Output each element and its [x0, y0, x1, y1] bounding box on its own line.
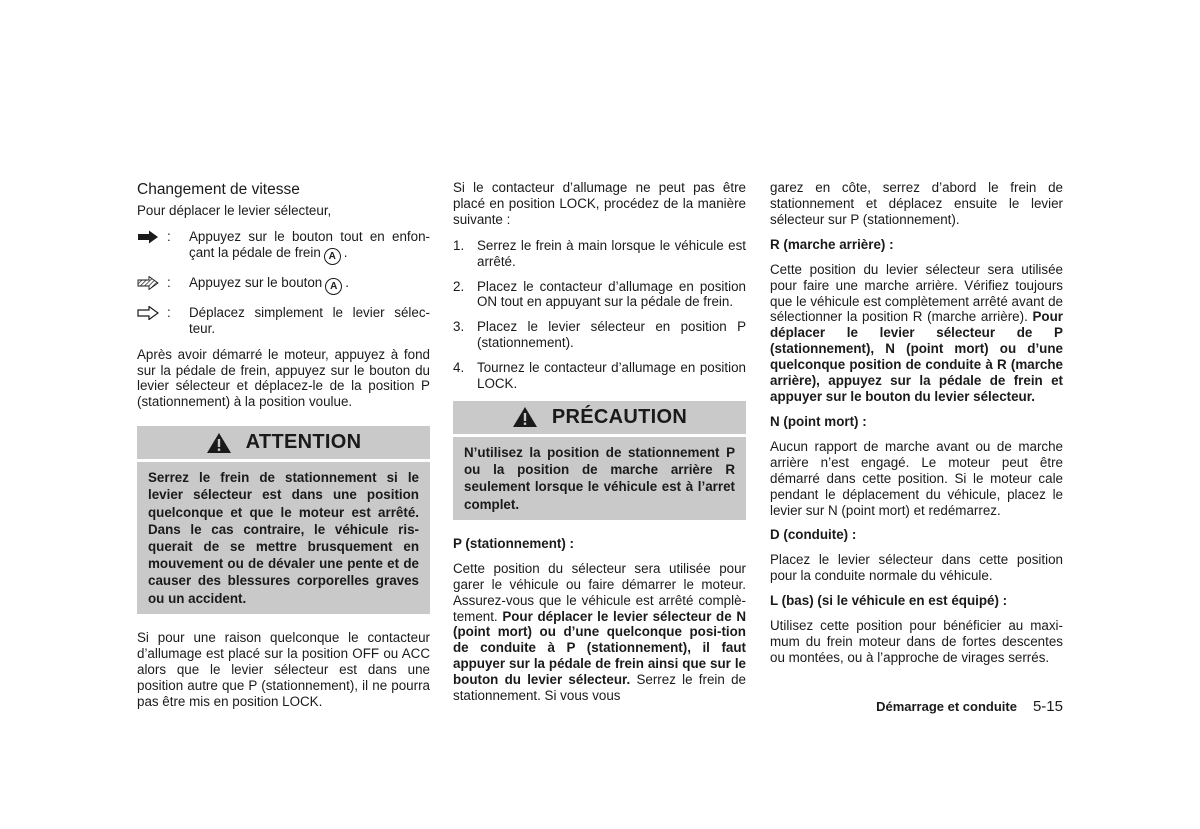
subheading: R (marche arrière) :: [770, 236, 894, 252]
precaution-title: PRÉCAUTION: [551, 405, 688, 428]
arrow-legend-text: Appuyez sur le bouton tout en enfon-çant la pédale de frein: [189, 228, 430, 260]
intro-text: Pour déplacer le levier sélecteur,: [137, 203, 332, 218]
column-1: [137, 180, 430, 709]
list-item: 2. Placez le contacteur d’allumage en position ON tout en appuyant sur la pédale de frein.: [453, 278, 746, 310]
list-item: 4. Tournez le contacteur d’allumage en position LOCK.: [453, 360, 746, 392]
paragraph: Après avoir démarré le moteur, appuyez à fond sur la pédale de frein, appuyez sur le bouton du levier sélecteur et déplacez-le de la position P (stationnement) à la position voulue.: [137, 346, 430, 410]
button-a-badge: A: [324, 248, 341, 265]
column-3: [770, 180, 1063, 666]
subheading: L (bas) (si le véhicule en est équipé) :: [770, 593, 1008, 609]
intro-text: Si le contacteur d’allumage ne peut pas être placé en position LOCK, procédez de la manière suivante :: [453, 180, 746, 227]
warning-icon: [206, 432, 232, 454]
page-footer: [868, 698, 1063, 715]
attention-box: [137, 426, 430, 614]
list-item: 1. Serrez le frein à main lorsque le véhicule est arrêté.: [453, 237, 746, 269]
precaution-header: [453, 401, 746, 437]
paragraph: Utilisez cette position pour bénéficier au maxi-mum du frein moteur dans de fortes descentes ou montées, ou à l’approche de virages serrés.: [770, 618, 1063, 666]
section-heading: Changement de vitesse: [137, 181, 300, 198]
outline-arrow-icon: [137, 305, 161, 321]
precaution-text: N’utilisez la position de stationnement P ou la position de marche arrière R seulement lorsque le véhicule est à l’arret complet.: [464, 444, 735, 512]
button-a-badge: A: [325, 278, 342, 295]
subheading: N (point mort) :: [770, 413, 867, 429]
arrow-legend-item: : Appuyez sur le bouton A .: [137, 275, 430, 295]
paragraph: Cette position du sélecteur sera utilisée pour garer le véhicule ou faire démarrer le moteur. Assurez-vous que le véhicule est arrêté complè-tement. Pour déplacer le levier sélecteur de N (point mort) ou d’une quelconque posi-tion de conduite à P (stationnement), il faut appuyer sur la pédale de frein ainsi que sur le bouton du levier sélecteur. Serrez le frein de stationnement. Si vous vous: [453, 560, 746, 704]
column-2: [453, 180, 746, 704]
arrow-legend-item: : Appuyez sur le bouton tout en enfon-çant la pédale de frein A .: [137, 229, 430, 265]
attention-header: [137, 426, 430, 462]
paragraph: Aucun rapport de marche avant ou de marche arrière n’est engagé. Le moteur peut être démarré dans cette position. Si le moteur cale pendant le déplacement du véhicule, placez le levier sur N (point mort) et redémarrez.: [770, 438, 1063, 518]
arrow-legend-text: Appuyez sur le bouton: [189, 274, 323, 290]
subheading: D (conduite) :: [770, 527, 857, 543]
subheading: P (stationnement) :: [453, 535, 575, 551]
solid-arrow-icon: [137, 229, 161, 245]
arrow-legend-item: : Déplacez simplement le levier sélec-teur.: [137, 305, 430, 337]
warning-icon: [512, 406, 538, 428]
list-item: 3. Placez le levier sélecteur en position P (stationnement).: [453, 319, 746, 351]
page-number: 5-15: [1032, 698, 1063, 715]
arrow-legend-text: Déplacez simplement le levier sélec-teur.: [189, 304, 430, 336]
attention-title: ATTENTION: [245, 431, 362, 454]
paragraph: Cette position du levier sélecteur sera utilisée pour faire une marche arrière. Vérifiez toujours que le véhicule est complètement arrêté avant de sélectionner la position R (marche arrière). Pour déplacer le levier sélecteur de P (stationnement), N (point mort) ou d’une quelconque position de conduite à R (marche arrière), appuyez sur la pédale de frein et appuyer sur le bouton du levier sélecteur.: [770, 261, 1063, 404]
paragraph: garez en côte, serrez d’abord le frein de stationnement et déplacez ensuite le levier sélecteur sur P (stationnement).: [770, 180, 1063, 227]
footer-section: Démarrage et conduite: [876, 699, 1017, 714]
steps-list: [453, 238, 746, 392]
paragraph: Placez le levier sélecteur dans cette position pour la conduite normale du véhicule.: [770, 552, 1063, 584]
attention-text: Serrez le frein de stationnement si le levier sélecteur est dans une position quelconque et que le moteur est arrêté. Dans le cas contraire, le véhicule ris-querait de se mettre brusquement en mouvement ou de dévaler une pente et de causer des blessures corporelles graves ou un accident.: [148, 470, 419, 606]
precaution-box: [453, 401, 746, 520]
paragraph: Si pour une raison quelconque le contacteur d’allumage est placé sur la position OFF ou ACC alors que le levier sélecteur est dans une position autre que P (stationnement), il ne pourra pas être mis en position LOCK.: [137, 629, 430, 709]
hatched-arrow-icon: [137, 275, 161, 291]
